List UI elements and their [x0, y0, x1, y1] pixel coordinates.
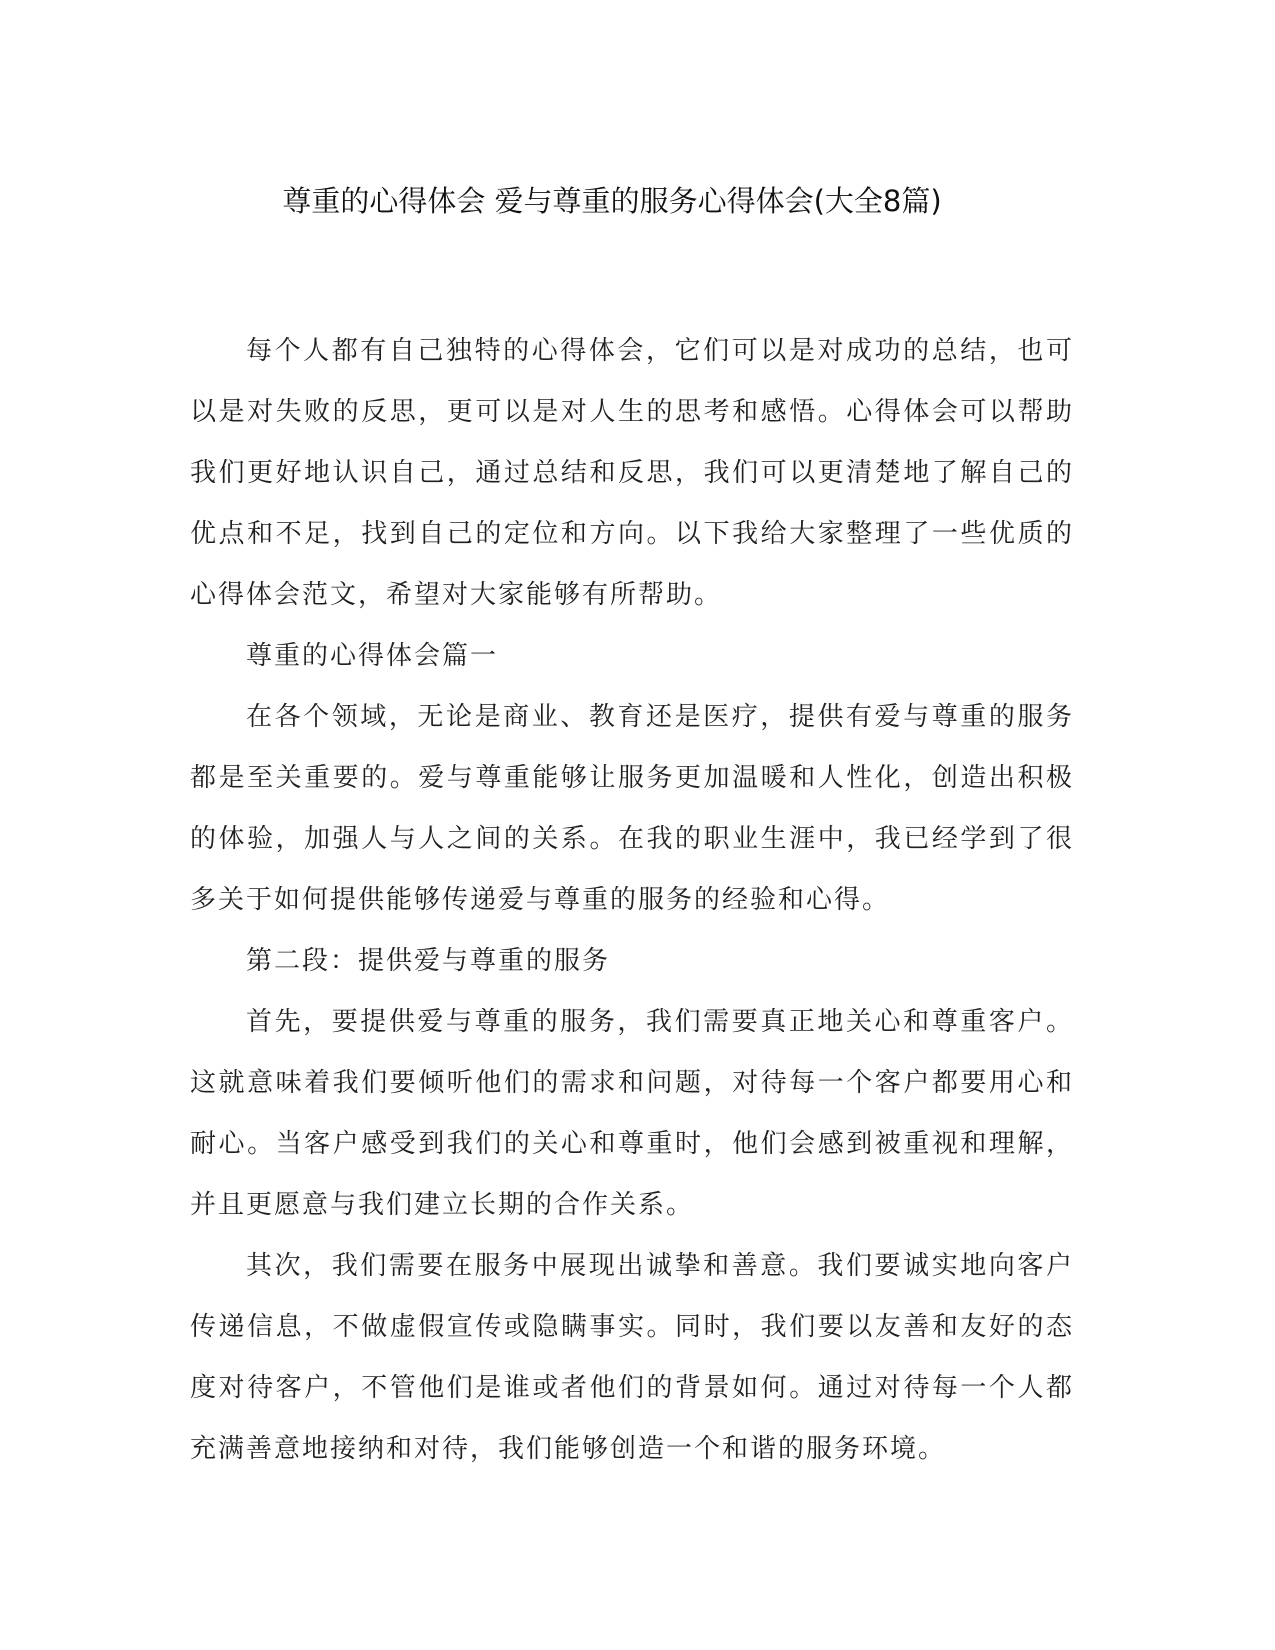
body-paragraph: 在各个领域，无论是商业、教育还是医疗，提供有爱与尊重的服务都是至关重要的。爱与尊重能够让服务更加温暖和人性化，创造出积极的体验，加强人与人之间的关系。在我的职业生涯中，我已经学到了很多关于如何提供能够传递爱与尊重的服务的经验和心得。 — [190, 702, 1074, 915]
intro-paragraph: 每个人都有自己独特的心得体会，它们可以是对成功的总结，也可以是对失败的反思，更可以是对人生的思考和感悟。心得体会可以帮助我们更好地认识自己，通过总结和反思，我们可以更清楚地了解自己的优点和不足，找到自己的定位和方向。以下我给大家整理了一些优质的心得体会范文，希望对大家能够有所帮助。 — [190, 336, 1074, 610]
document-body — [190, 321, 1074, 1480]
body-paragraph: 其次，我们需要在服务中展现出诚挚和善意。我们要诚实地向客户传递信息，不做虚假宣传或隐瞒事实。同时，我们要以友善和友好的态度对待客户，不管他们是谁或者他们的背景如何。通过对待每一个人都充满善意地接纳和对待，我们能够创造一个和谐的服务环境。 — [190, 1251, 1074, 1464]
section-heading-part-two: 第二段：提供爱与尊重的服务 — [246, 946, 611, 976]
body-paragraph: 首先，要提供爱与尊重的服务，我们需要真正地关心和尊重客户。这就意味着我们要倾听他们的需求和问题，对待每一个客户都要用心和耐心。当客户感受到我们的关心和尊重时，他们会感到被重视和理解，并且更愿意与我们建立长期的合作关系。 — [190, 1007, 1074, 1220]
document-title: 尊重的心得体会 爱与尊重的服务心得体会(大全8篇) — [282, 184, 942, 218]
section-heading-part-one: 尊重的心得体会篇一 — [246, 641, 499, 671]
